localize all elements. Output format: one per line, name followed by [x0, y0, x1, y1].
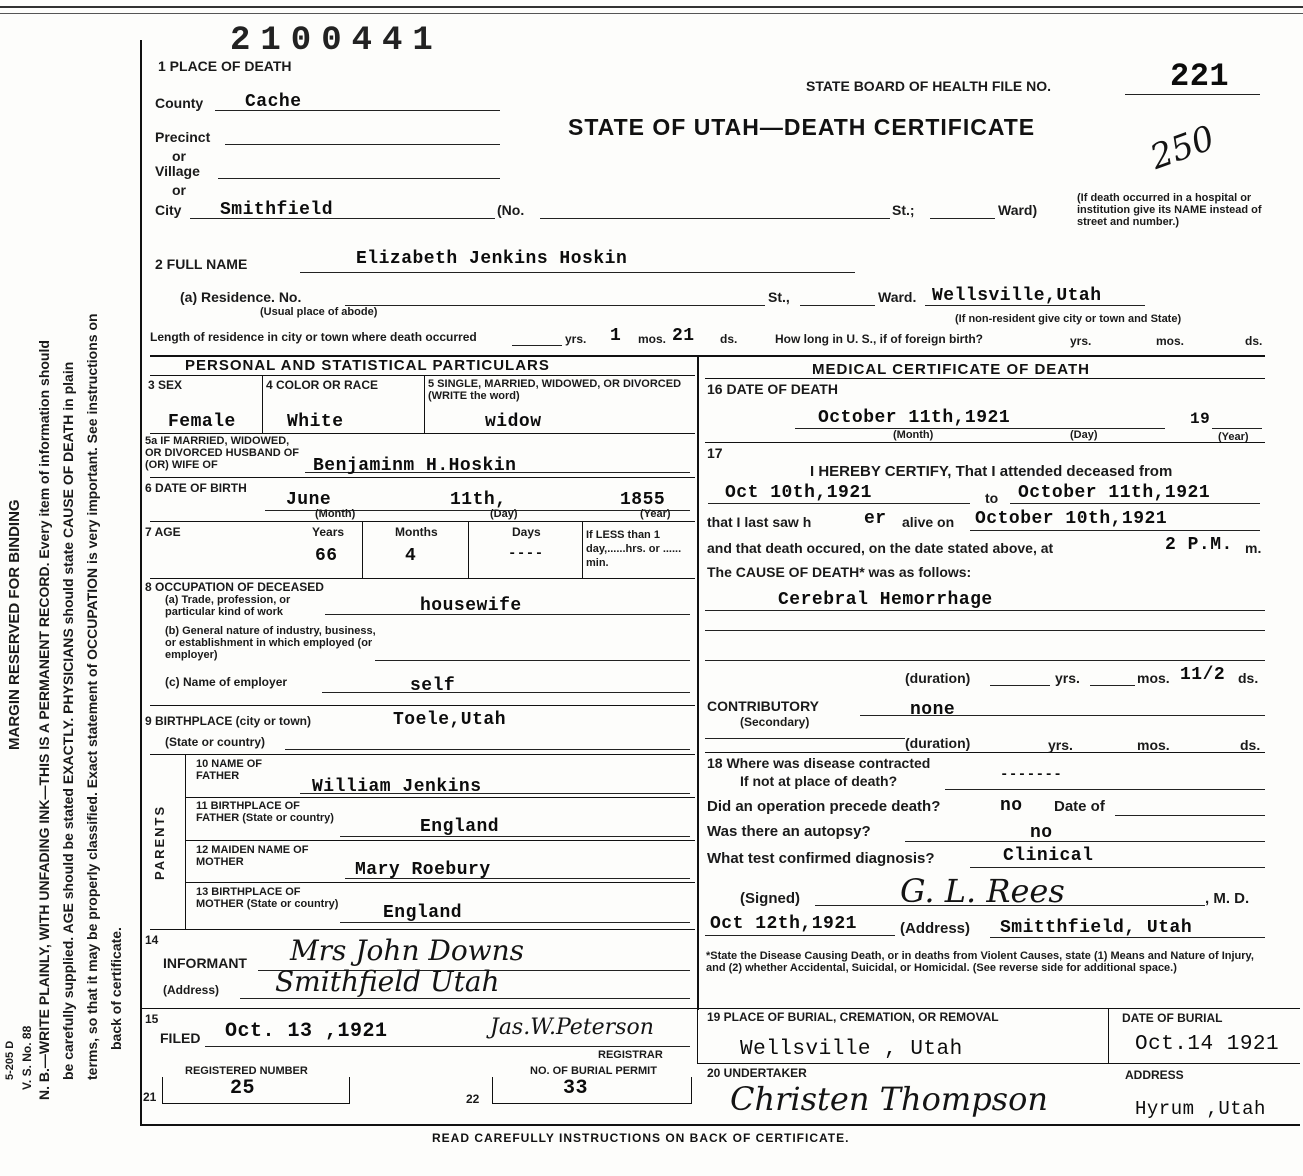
alive-value: October 10th,1921 — [975, 509, 1168, 529]
mother-name-label: 12 MAIDEN NAME OF MOTHER — [196, 844, 309, 868]
registered-number-value: 25 — [230, 1077, 256, 1100]
top-rule-2 — [0, 13, 1303, 14]
or-label-1: or — [172, 148, 186, 164]
ward-label: Ward) — [998, 202, 1038, 218]
duration-mos-label: mos. — [1137, 670, 1170, 686]
last-saw-her: er — [864, 509, 887, 529]
or-label-2: or — [172, 182, 186, 198]
filed-line — [205, 1046, 690, 1047]
margin-instruction-2: be carefully supplied. AGE should be stated EXACTLY. PHYSICIANS should state CAUSE OF DEATH in plain — [60, 361, 76, 1080]
dob-month: June — [286, 490, 332, 510]
autopsy-value: no — [1030, 823, 1053, 843]
burial-place-label: 19 PLACE OF BURIAL, CREMATION, OR REMOVAL — [707, 1010, 999, 1024]
file-label: STATE BOARD OF HEALTH FILE NO. — [806, 78, 1051, 94]
undertaker-value: Christen Thompson — [730, 1080, 1048, 1118]
mother-value: Mary Roebury — [355, 860, 491, 880]
occupation-b-label: (b) General nature of industry, business, or establishment in which employed (or employer) — [165, 625, 376, 661]
city-value: Smithfield — [220, 200, 334, 220]
to-label: to — [985, 490, 999, 506]
dob-year: 1855 — [620, 490, 666, 510]
divider-columns — [697, 355, 699, 1010]
divider-8 — [150, 578, 695, 579]
divider-6 — [150, 477, 695, 478]
registrar-label: REGISTRAR — [598, 1049, 663, 1061]
informant-value: Mrs John Downs — [290, 934, 525, 967]
footer-instructions: READ CAREFULLY INSTRUCTIONS ON BACK OF CERTIFICATE. — [432, 1131, 850, 1145]
divider-15 — [140, 1008, 1300, 1009]
residence-label: (a) Residence. No. — [180, 289, 302, 305]
street-line — [540, 218, 890, 219]
county-value: Cache — [245, 92, 302, 112]
divider-18 — [705, 752, 1265, 753]
num-21: 21 — [143, 1090, 157, 1104]
status-value: widow — [485, 412, 542, 432]
num-17: 17 — [707, 445, 723, 461]
date-month-caption: (Month) — [893, 429, 934, 441]
dob-year-caption: (Year) — [640, 508, 671, 520]
file-number: 221 — [1170, 58, 1230, 95]
informant-address-value: Smithfield Utah — [275, 965, 500, 998]
city-label: City — [155, 202, 182, 218]
alive-line — [970, 530, 1260, 531]
father-birthplace-value: England — [420, 817, 500, 837]
margin-form-code2: 5-205 D — [4, 1040, 16, 1080]
age-days-caption: Days — [512, 525, 541, 539]
duration-yrs-label: yrs. — [1055, 670, 1080, 686]
margin-form-code: V. S. No. 88 — [20, 1025, 34, 1090]
duration2-line — [705, 738, 905, 739]
autopsy-line — [905, 841, 1265, 842]
undertaker-address-value: Hyrum ,Utah — [1135, 1098, 1266, 1120]
divider-14 — [150, 929, 695, 930]
divider-burial-date — [1108, 1008, 1109, 1063]
race-value: White — [287, 412, 344, 432]
md-address-label: (Address) — [900, 920, 971, 937]
divider-parents — [150, 754, 695, 755]
registered-number-label: REGISTERED NUMBER — [185, 1065, 308, 1077]
age-days-value: ---- — [508, 546, 544, 562]
duration2-mos-label: mos. — [1137, 737, 1170, 753]
informant-number: 14 — [145, 933, 159, 947]
date-death-line — [795, 428, 1165, 429]
date-of-label: Date of — [1054, 798, 1105, 815]
employer-label: (c) Name of employer — [165, 675, 288, 689]
filed-label: FILED — [160, 1030, 201, 1046]
precinct-line — [225, 144, 500, 145]
burial-permit-box — [492, 1077, 692, 1104]
mother-birthplace-label: 13 BIRTHPLACE OF MOTHER (State or country) — [196, 886, 339, 910]
divider-12 — [185, 840, 695, 841]
filed-value: Oct. 13 ,1921 — [225, 1020, 388, 1043]
employer-value: self — [410, 676, 456, 696]
mother-birthplace-value: England — [383, 903, 463, 923]
place-heading: 1 PLACE OF DEATH — [158, 58, 292, 74]
registrar-signature: Jas.W.Peterson — [490, 1015, 654, 1040]
st-label: St.; — [892, 202, 915, 218]
date-death-value: October 11th,1921 — [818, 408, 1011, 428]
precinct-label: Precinct — [155, 129, 211, 145]
us-mos-label: mos. — [1156, 334, 1185, 348]
residence-ward-value: Wellsville,Utah — [932, 286, 1102, 306]
cause-value: Cerebral Hemorrhage — [778, 590, 993, 610]
county-label: County — [155, 95, 204, 111]
dob-month-caption: (Month) — [315, 508, 356, 520]
employer-line — [322, 692, 690, 693]
contributory-sub-label: (Secondary) — [740, 715, 810, 729]
occupation-label: 8 OCCUPATION OF DECEASED — [145, 580, 324, 594]
full-name-line — [300, 272, 855, 273]
margin-instruction-3: terms, so that it may be properly classified. Exact statement of OCCUPATION is very important. See instructions on — [84, 313, 100, 1080]
top-rule — [0, 6, 1303, 8]
annotation-number: 250 — [1145, 118, 1220, 178]
birthplace-line — [285, 749, 690, 750]
duration-value: 11/2 — [1180, 665, 1226, 685]
burial-date-label: DATE OF BURIAL — [1122, 1011, 1223, 1025]
filed-number: 15 — [145, 1012, 159, 1026]
nonresident-note: (If non-resident give city or town and State) — [955, 313, 1182, 325]
attended-from-line — [708, 503, 970, 504]
date-death-year-line — [1212, 428, 1262, 429]
md-label: , M. D. — [1205, 890, 1250, 907]
duration2-label: (duration) — [905, 735, 971, 751]
sign-date-line — [705, 935, 895, 936]
md-address-value: Smitthfield, Utah — [1000, 918, 1193, 938]
parents-label: PARENTS — [152, 804, 167, 880]
divider-17 — [705, 442, 1265, 443]
autopsy-label: Was there an autopsy? — [707, 823, 871, 840]
age-label: 7 AGE — [145, 525, 181, 539]
operation-line — [1115, 815, 1265, 816]
registered-number-box — [162, 1077, 350, 1104]
length-mos-value: 21 — [672, 326, 695, 346]
duration2-yrs-label: yrs. — [1048, 737, 1073, 753]
cause-line-2 — [705, 630, 1265, 631]
informant-label: INFORMANT — [163, 955, 247, 971]
less-than-label: If LESS than 1 day,......hrs. or ...... min. — [586, 529, 682, 569]
attended-from: Oct 10th,1921 — [725, 483, 872, 503]
margin-instruction-1: N. B.—WRITE PLAINLY, WITH UNFADING INK—THIS IS A PERMANENT RECORD. Every item of information should — [36, 340, 52, 1100]
street-no-label: (No. — [497, 202, 525, 218]
cause-line-3 — [705, 660, 1265, 661]
father-birthplace-line — [340, 836, 690, 837]
where-sub-label: If not at place of death? — [740, 773, 898, 789]
full-name-value: Elizabeth Jenkins Hoskin — [356, 249, 628, 269]
divider-13 — [185, 882, 695, 883]
village-line — [218, 178, 500, 179]
race-label: 4 COLOR OR RACE — [266, 378, 379, 392]
physician-signature: G. L. Rees — [900, 872, 1065, 910]
operation-label: Did an operation precede death? — [707, 798, 941, 815]
age-months-caption: Months — [395, 525, 438, 539]
divider-parents-col — [185, 754, 186, 929]
divider-bottom-mid — [697, 1008, 698, 1063]
cause-line-1 — [705, 610, 1265, 611]
signed-label: (Signed) — [740, 890, 800, 907]
contributory-line — [860, 715, 1265, 716]
divider-race — [424, 375, 425, 433]
num-22: 22 — [466, 1092, 480, 1106]
duration-label: (duration) — [905, 670, 971, 686]
father-name-label: 10 NAME OF FATHER — [196, 758, 263, 782]
age-years-value: 66 — [315, 546, 338, 566]
test-line — [970, 867, 1265, 868]
us-ds-label: ds. — [1245, 334, 1263, 348]
date-day-caption: (Day) — [1070, 429, 1098, 441]
margin-binding-text: MARGIN RESERVED FOR BINDING — [6, 499, 23, 750]
certificate-title: STATE OF UTAH—DEATH CERTIFICATE — [568, 114, 1036, 140]
sex-value: Female — [168, 412, 236, 432]
status-label: 5 SINGLE, MARRIED, WIDOWED, OR DIVORCED (WRITE the word) — [428, 378, 682, 402]
medical-heading: MEDICAL CERTIFICATE OF DEATH — [812, 361, 1090, 378]
stamp-number: 2100441 — [230, 22, 443, 60]
divider-20 — [697, 1063, 1300, 1064]
residence-st-label: St., — [768, 289, 790, 305]
length-ds-label: ds. — [720, 332, 738, 346]
divider-age-3 — [582, 521, 583, 578]
village-label: Village — [155, 163, 200, 179]
spouse-value: Benjaminm H.Hoskin — [313, 456, 517, 476]
age-months-value: 4 — [405, 546, 417, 566]
operation-value: no — [1000, 796, 1023, 816]
age-years-caption: Years — [312, 525, 345, 539]
length-line — [512, 345, 562, 346]
duration-yrs-line — [990, 685, 1050, 686]
us-yrs-label: yrs. — [1070, 334, 1092, 348]
birthplace-sub-label: (State or country) — [165, 735, 266, 749]
occurred-label: and that death occured, on the date stated above, at — [707, 540, 1054, 556]
residence-ward-label: Ward. — [878, 289, 917, 305]
father-birthplace-label: 11 BIRTHPLACE OF FATHER (State or country) — [196, 800, 334, 824]
frame-left — [140, 40, 142, 1125]
dob-day: 11th, — [450, 490, 507, 510]
undertaker-address-label: ADDRESS — [1125, 1068, 1184, 1082]
where-value: ------- — [1000, 767, 1063, 783]
burial-place-value: Wellsville , Utah — [740, 1038, 963, 1061]
informant-address-label: (Address) — [163, 983, 220, 997]
divider-sex — [262, 375, 263, 433]
where-line — [945, 789, 1265, 790]
contributory-label: CONTRIBUTORY — [707, 698, 819, 714]
signed-line — [815, 905, 1205, 906]
occupation-b-line — [375, 660, 690, 661]
divider-5a — [150, 433, 695, 434]
father-value: William Jenkins — [312, 777, 482, 797]
duration-mos-line — [1090, 685, 1135, 686]
dob-label: 6 DATE OF BIRTH — [145, 481, 247, 495]
date-year-caption: (Year) — [1218, 431, 1249, 443]
cause-label: The CAUSE OF DEATH* was as follows: — [707, 564, 972, 580]
birthplace-label: 9 BIRTHPLACE (city or town) — [145, 714, 312, 728]
occupation-a-label: (a) Trade, profession, or particular kind of work — [165, 594, 291, 618]
informant-address-line — [240, 998, 690, 999]
birthplace-value: Toele,Utah — [393, 710, 507, 730]
length-residence-label: Length of residence in city or town where death occurred — [150, 330, 477, 344]
residence-st-line — [800, 305, 875, 306]
test-value: Clinical — [1003, 846, 1094, 866]
test-label: What test confirmed diagnosis? — [707, 850, 935, 867]
margin-instruction-4: back of certificate. — [108, 927, 124, 1050]
residence-note: (Usual place of abode) — [260, 306, 378, 318]
residence-line — [345, 305, 765, 306]
divider-9 — [150, 705, 695, 706]
sex-label: 3 SEX — [148, 378, 183, 392]
spouse-label: 5a IF MARRIED, WIDOWED, OR DIVORCED HUSBAND OF (OR) WIFE OF — [145, 435, 300, 471]
personal-heading: PERSONAL AND STATISTICAL PARTICULARS — [185, 357, 550, 374]
divider-11 — [185, 797, 695, 798]
full-name-label: 2 FULL NAME — [155, 256, 248, 272]
dob-day-caption: (Day) — [490, 508, 518, 520]
ward-line — [930, 218, 995, 219]
length-yrs-label: yrs. — [565, 332, 587, 346]
hospital-note: (If death occurred in a hospital or institution give its NAME instead of street and number.) — [1077, 192, 1262, 228]
alive-label: alive on — [902, 514, 955, 530]
where-label: 18 Where was disease contracted — [707, 755, 931, 771]
frame-bottom — [140, 1124, 1300, 1126]
burial-date-value: Oct.14 1921 — [1135, 1033, 1280, 1056]
burial-permit-value: 33 — [563, 1077, 589, 1100]
length-mos-label: mos. — [638, 332, 667, 346]
attended-to-line — [1010, 503, 1260, 504]
attended-to: October 11th,1921 — [1018, 483, 1211, 503]
undertaker-label: 20 UNDERTAKER — [707, 1066, 807, 1080]
duration2-ds-label: ds. — [1240, 737, 1261, 753]
contributory-value: none — [910, 700, 956, 720]
divider-age-1 — [362, 521, 363, 578]
time-value: 2 P.M. — [1165, 535, 1233, 555]
cause-note: *State the Disease Causing Death, or in deaths from Violent Causes, state (1) Means and Nature of Injury, and (2) whether Accidental, Suicidal, or Homicidal. (See reverse side for additional space.) — [706, 950, 1254, 974]
divider-age-2 — [468, 521, 469, 578]
length-yrs-value: 1 — [610, 326, 622, 346]
divider-personal-head — [150, 375, 695, 376]
occupation-value: housewife — [420, 596, 522, 616]
md-address-line — [990, 937, 1265, 938]
date-death-label: 16 DATE OF DEATH — [707, 381, 838, 397]
burial-permit-label: NO. OF BURIAL PERMIT — [530, 1065, 657, 1077]
certify-text: I HEREBY CERTIFY, That I attended deceased from — [810, 463, 1173, 480]
last-saw-label: that I last saw h — [707, 514, 812, 530]
duration-ds-label: ds. — [1238, 670, 1259, 686]
m-label: m. — [1245, 540, 1262, 556]
divider-7 — [150, 521, 695, 522]
us-label: How long in U. S., if of foreign birth? — [775, 332, 983, 346]
divider-medical-head — [705, 378, 1265, 379]
sign-date-value: Oct 12th,1921 — [710, 914, 857, 934]
date-death-19: 19 — [1190, 410, 1211, 428]
